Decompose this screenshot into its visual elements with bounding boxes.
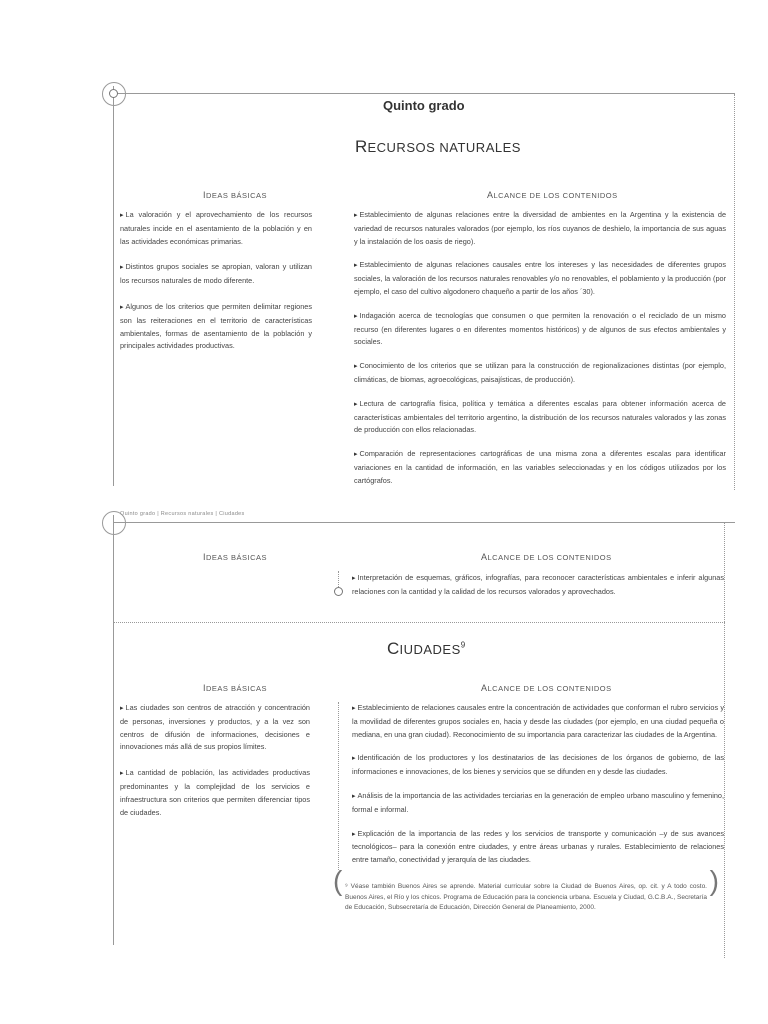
ideas-basicas-heading: IDEAS BÁSICAS	[203, 552, 268, 562]
page-recursos-naturales	[0, 0, 768, 495]
list-item: ▸ Explicación de la importancia de las redes y los servicios de transporte y comunicación –y de sus avances tecnológicos– para la conexión entre ciudades, y entre áreas urbanas y rurales. Establecimiento de relaciones entre tamaño, conectividad y jerarquía de las ciudades.	[352, 828, 724, 867]
running-head: Quinto grado | Recursos naturales | Ciudades	[120, 511, 245, 517]
alcance-cont-list	[352, 572, 724, 610]
footnote-text: ⁹ Véase también Buenos Aires se aprende. Material curricular sobre la Ciudad de Buenos Aires, op. cit. y A todo costo. Buenos Aires, el Río y los chicos. Programa de Educación para la conciencia urbana. Escuela y Ciudad, G.C.B.A., Secretaría de Educación, Subsecretaría de Educación, Dirección General de Planeamiento, 2000.	[345, 883, 707, 911]
top-frame-line	[113, 93, 735, 94]
grade-title: Quinto grado	[383, 98, 465, 113]
list-item: ▸ Comparación de representaciones cartográficas de una misma zona a diferentes escalas para identificar variaciones en la cantidad de información, en las variables seleccionadas y en los códigos utilizados por los cartógrafos.	[354, 448, 726, 487]
left-bracket-ornament: (	[333, 865, 343, 896]
list-item: ▸ Análisis de la importancia de las actividades terciarias en la generación de empleo urbano masculino y femenino, formal e informal.	[352, 790, 724, 817]
list-item: ▸ Identificación de los productores y los destinatarios de las decisiones de los órganos de gobierno, de las informaciones e innovaciones, de los bienes y servicios que se difunden en y desde las ciudades.	[352, 752, 724, 779]
section-title-ciudades: CIUDADES$^9$	[387, 639, 466, 658]
cities-alcance-heading: ALCANCE DE LOS CONTENIDOS	[481, 683, 612, 693]
left-frame-line	[113, 515, 114, 945]
left-frame-line	[113, 86, 114, 486]
list-item: ▸ Distintos grupos sociales se apropian, valoran y utilizan los recursos naturales de modo diferente.	[120, 261, 312, 288]
alcance-list	[354, 209, 726, 499]
cities-alcance-list	[352, 702, 724, 878]
list-item: ▸ Algunos de los criterios que permiten delimitar regiones son las reiteraciones en el territorio de características ambientales, formas de asentamiento de la población y principales actividades productivas.	[120, 301, 312, 353]
list-item: ▸ La cantidad de población, las actividades productivas predominantes y la complejidad de los servicios e infraestructura son criterios que permiten diferenciar tipos de ciudades.	[120, 767, 310, 819]
right-frame-line	[724, 523, 725, 958]
list-item: ▸ Establecimiento de relaciones causales entre la concentración de actividades que conforman el rubro servicios y la movilidad de diferentes grupos sociales en, hacia y desde las ciudades (por ejemplo, en una ciudad pequeña o mediana, en una gran ciudad). Reconocimiento de su importancia para caracterizar las ciudades de la Argentina.	[352, 702, 724, 741]
cities-ideas-heading: IDEAS BÁSICAS	[203, 683, 268, 693]
divider-dot-ornament	[334, 587, 343, 596]
alcance-heading: ALCANCE DE LOS CONTENIDOS	[487, 190, 618, 200]
footnote	[333, 865, 719, 914]
list-item: ▸ Lectura de cartografía física, política y temática a diferentes escalas para obtener información acerca de características ambientales del territorio argentino, la distribución de los recursos naturales valorados y las zonas de producción con ellos relacionadas.	[354, 398, 726, 437]
ideas-basicas-heading: IDEAS BÁSICAS	[203, 190, 268, 200]
top-frame-line	[113, 522, 735, 523]
list-item: ▸ Las ciudades son centros de atracción y concentración de personas, inversiones y productos, y a la vez son centros de difusión de informaciones, decisiones e innovaciones más allá de sus propios límites.	[120, 702, 310, 754]
column-divider	[338, 702, 339, 870]
list-item: ▸ La valoración y el aprovechamiento de los recursos naturales incide en el asentamiento de la población y en las actividades económicas primarias.	[120, 209, 312, 248]
list-item: ▸ Interpretación de esquemas, gráficos, infografías, para reconocer características ambientales e inferir algunas relaciones con la cantidad y la calidad de los recursos valorados y aprovechados.	[352, 572, 724, 599]
list-item: ▸ Conocimiento de los criterios que se utilizan para la construcción de regionalizaciones distintas (por ejemplo, climáticas, de biomas, agroecológicas, paisajísticas, de producción).	[354, 360, 726, 387]
cities-ideas-list	[120, 702, 310, 832]
right-bracket-ornament: )	[709, 865, 719, 896]
page-ciudades	[0, 505, 768, 975]
corner-dot-ornament	[109, 89, 118, 98]
section-divider	[113, 622, 725, 623]
right-frame-line	[734, 94, 735, 490]
list-item: ▸ Establecimiento de algunas relaciones entre la diversidad de ambientes en la Argentina y la existencia de variedad de recursos naturales valorados (por ejemplo, los ríos cuyanos de deshielo, la importancia de sus aguas y la instalación de los oasis de riego).	[354, 209, 726, 248]
list-item: ▸ Indagación acerca de tecnologías que consumen o que permiten la renovación o el reciclado de un mismo recurso (en diferentes lugares o en diferentes momentos históricos) y de algunos de sus efectos ambientales y sociales.	[354, 310, 726, 349]
corner-circle-ornament	[102, 511, 126, 535]
section-title-recursos: RECURSOS NATURALES	[355, 137, 521, 156]
list-item: ▸ Establecimiento de algunas relaciones causales entre los intereses y las necesidades de diferentes grupos sociales, la valoración de los recursos naturales renovables y/o no renovables, el poblamiento y la producción (por ejemplo, el caso del cultivo algodonero chaqueño a partir de los años ´30).	[354, 259, 726, 298]
alcance-heading: ALCANCE DE LOS CONTENIDOS	[481, 552, 612, 562]
ideas-basicas-list	[120, 209, 312, 366]
